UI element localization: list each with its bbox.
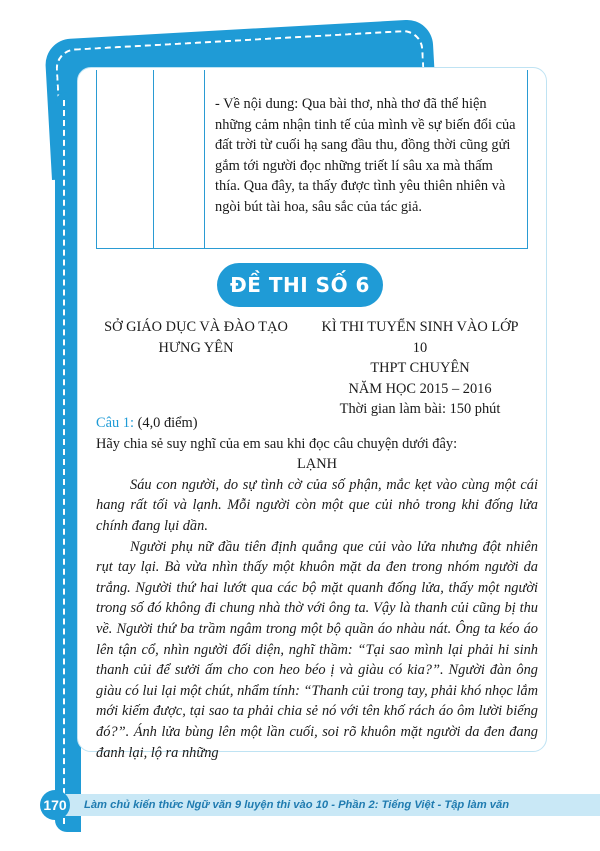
story-title: LẠNH: [297, 456, 337, 473]
province-name: HƯNG YÊN: [158, 339, 234, 356]
question-label: Câu 1:: [96, 415, 134, 431]
header-left: [96, 317, 296, 358]
page-number: 170: [40, 790, 70, 820]
footer-text: Làm chủ kiến thức Ngữ văn 9 luyện thi vào 10 - Phần 2: Tiếng Việt - Tập làm văn: [84, 799, 510, 811]
table-column-2: [153, 70, 205, 248]
question-points: (4,0 điểm): [137, 415, 198, 431]
question-heading: [96, 413, 538, 434]
answer-table: [96, 70, 528, 249]
school-year: NĂM HỌC 2015 – 2016: [348, 380, 492, 397]
table-cell-content: - Về nội dung: Qua bài thơ, nhà thơ đã thể hiện những cảm nhận tinh tế của mình về sự biến đổi của đất trời từ cuối hạ sang đầu thu, đồng thời cũng gửi gắm tới người đọc những triết lí sâu xa mà thấm thía. Qua đây, ta thấy được tình yêu thiên nhiên và ngòi bút tài hoa, sâu sắc của tác giả.: [215, 96, 516, 215]
table-column-1: [97, 70, 154, 248]
question-prompt: Hãy chia sẻ suy nghĩ của em sau khi đọc câu chuyện dưới đây:: [96, 435, 458, 452]
question-body: [96, 413, 538, 763]
department-name: SỞ GIÁO DỤC VÀ ĐÀO TẠO: [104, 319, 288, 335]
exam-title-banner: ĐỀ THI SỐ 6: [217, 263, 383, 307]
exam-name: KÌ THI TUYỂN SINH VÀO LỚP 10: [321, 319, 519, 356]
page-footer: [40, 790, 600, 820]
header-right: [315, 317, 525, 420]
exam-type: THPT CHUYÊN: [370, 360, 470, 377]
time-allowed: Thời gian làm bài: 150 phút: [339, 401, 501, 418]
story-paragraph: Sáu con người, do sự tình cờ của số phận, mắc kẹt vào cùng một cái hang rất tối và lạnh. Mỗi người còn một que củi nhỏ trong khi đống lửa chính đang lụi dần.: [96, 476, 538, 534]
story-text: [96, 475, 538, 763]
story-paragraph: Người phụ nữ đầu tiên định quẳng que củi vào lửa nhưng đột nhiên rụt tay lại. Bà vừa nhìn thấy một khuôn mặt da đen trong nhóm người da trắng. Người thứ hai lướt qua các bộ mặt quanh đống lửa, thấy một người trong số đó không đi chung nhà thờ với ông ta. Vậy là thanh củi cũng bị thu về. Người thứ ba trầm ngâm trong một bộ quần áo nhàu nát. Ông ta kéo áo lên tận cổ, nhìn người đối diện, nghĩ thầm: “Tại sao mình lại phải hi sinh thanh củi để sưởi ấm cho con heo béo ị và giàu có kia?”. Người đàn ông giàu có lui lại một chút, nhẩm tính: “Thanh củi trong tay, phải khó nhọc lắm mới kiếm được, tại sao ta phải chia sẻ nó với tên khố rách áo ôm lười biếng đó?”. Ánh lửa bùng lên một lần cuối, soi rõ khuôn mặt người da đen đang đanh lại, lộ ra những: [96, 538, 538, 761]
